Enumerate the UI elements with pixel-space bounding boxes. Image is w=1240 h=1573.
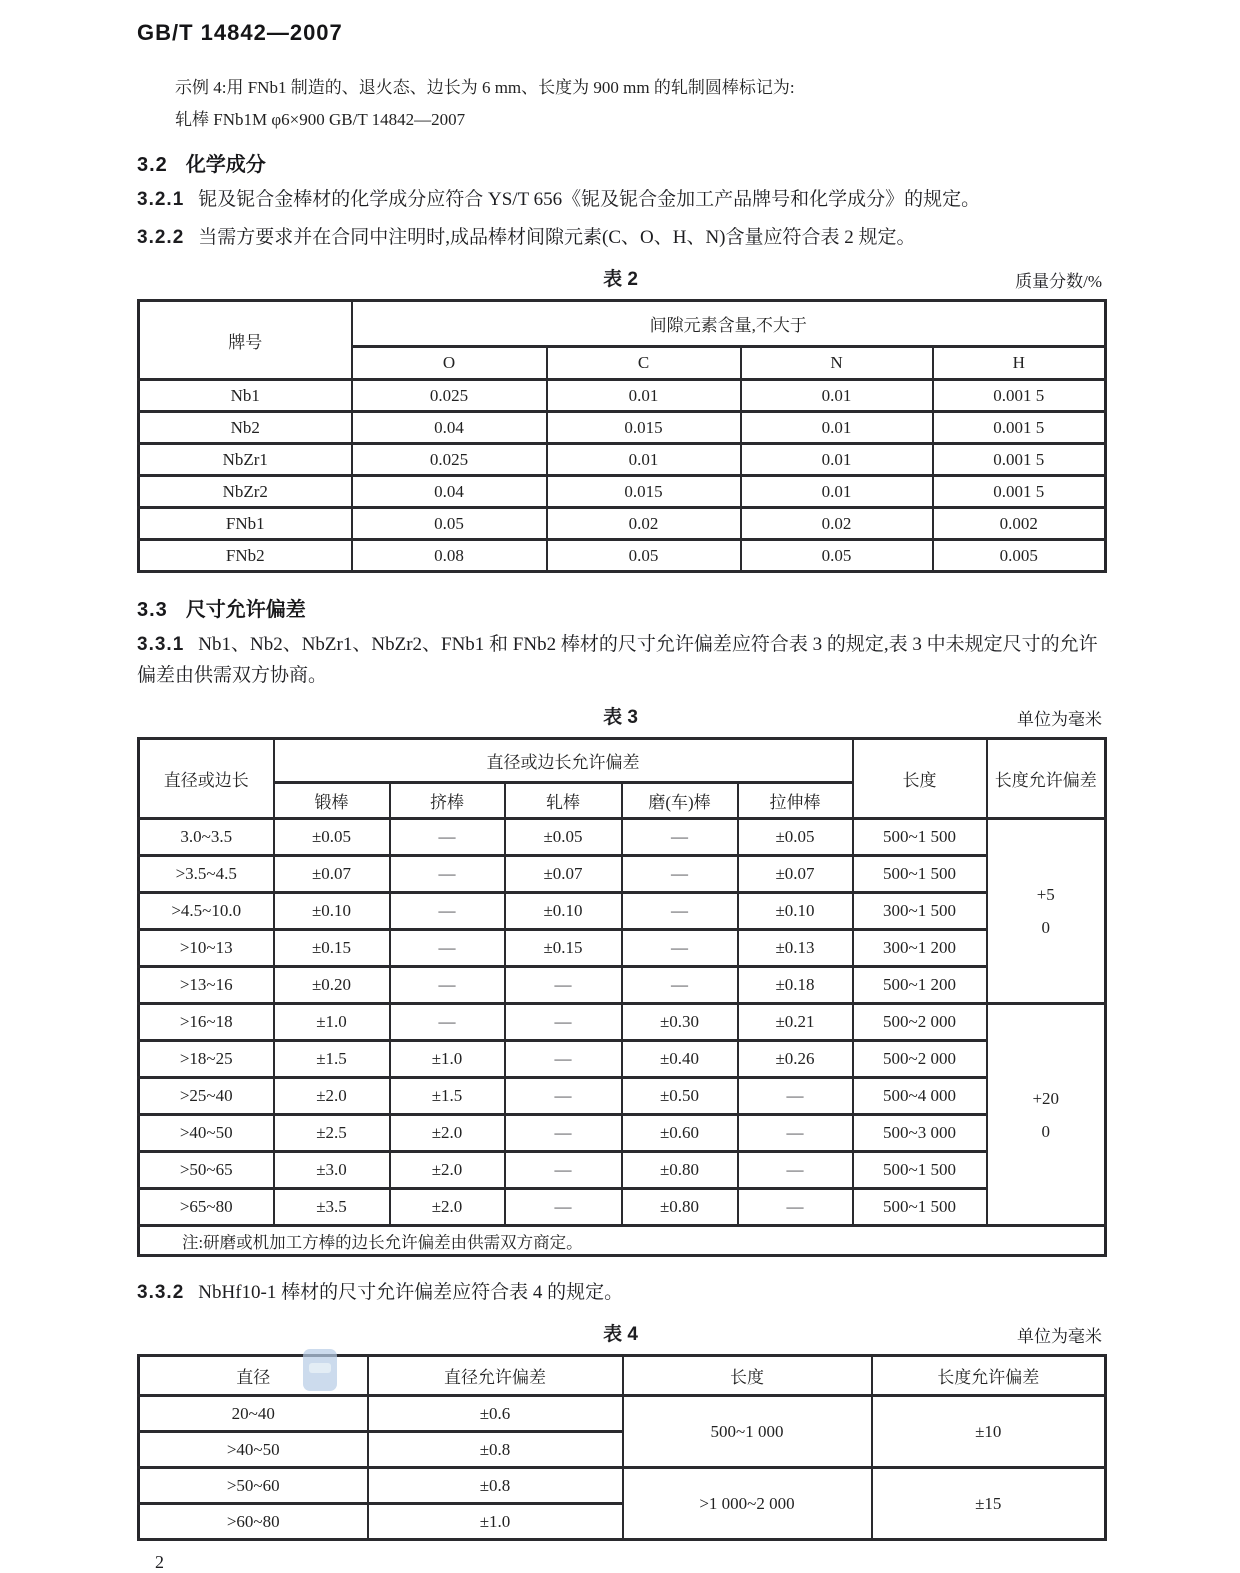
col-header-drawn-rod: 拉伸棒 xyxy=(738,783,853,819)
table3-row xyxy=(139,930,1106,967)
size-cell: 3.0~3.5 xyxy=(139,819,274,856)
table4-row xyxy=(139,1396,1106,1432)
paragraph-3-3-2 xyxy=(137,1277,1104,1308)
clause-text: 铌及铌合金棒材的化学成分应符合 YS/T 656《铌及铌合金加工产品牌号和化学成分》的规定。 xyxy=(198,189,981,210)
value-cell: 0.04 xyxy=(352,412,547,444)
value-cell: 0.05 xyxy=(352,508,547,540)
length-cell: 500~1 500 xyxy=(853,1152,987,1189)
table-4-nbhf-tolerances xyxy=(137,1354,1107,1541)
example-block xyxy=(175,72,1104,136)
ground-cell: ±0.50 xyxy=(622,1078,738,1115)
table4-body xyxy=(139,1396,1106,1540)
table3-row xyxy=(139,856,1106,893)
table-3-dimension-tolerances xyxy=(137,737,1107,1257)
table4-header-row xyxy=(139,1356,1106,1396)
drawn-cell: — xyxy=(738,1189,853,1226)
table3-row xyxy=(139,1189,1106,1226)
ground-cell: — xyxy=(622,930,738,967)
ground-cell: — xyxy=(622,856,738,893)
extruded-cell: — xyxy=(390,1004,505,1041)
table2-row xyxy=(139,540,1106,572)
col-header-brand: 牌号 xyxy=(139,301,352,380)
value-cell: 0.015 xyxy=(547,476,741,508)
table3-row xyxy=(139,1078,1106,1115)
size-cell: >40~50 xyxy=(139,1115,274,1152)
value-cell: 0.01 xyxy=(547,444,741,476)
diameter-cell: >40~50 xyxy=(139,1432,368,1468)
table2-body xyxy=(139,380,1106,572)
col-header-group: 间隙元素含量,不大于 xyxy=(352,301,1106,347)
value-cell: 0.01 xyxy=(741,444,933,476)
length-cell: 500~1 200 xyxy=(853,967,987,1004)
diameter-deviation-cell: ±0.6 xyxy=(368,1396,623,1432)
forged-cell: ±3.5 xyxy=(274,1189,390,1226)
rolled-cell: — xyxy=(505,1078,622,1115)
ground-cell: ±0.60 xyxy=(622,1115,738,1152)
length-cell: 300~1 500 xyxy=(853,893,987,930)
example-text: 示例 4:用 FNb1 制造的、退火态、边长为 6 mm、长度为 900 mm 的轧制圆棒标记为: xyxy=(175,78,795,97)
table3-header-row xyxy=(139,739,1106,783)
ground-cell: — xyxy=(622,893,738,930)
value-cell: 0.001 5 xyxy=(933,380,1106,412)
section-number: 3.3 xyxy=(137,599,168,621)
size-cell: >13~16 xyxy=(139,967,274,1004)
col-header-length-deviation: 长度允许偏差 xyxy=(987,739,1106,819)
table2-row xyxy=(139,444,1106,476)
size-cell: >50~65 xyxy=(139,1152,274,1189)
forged-cell: ±1.5 xyxy=(274,1041,390,1078)
diameter-cell: >50~60 xyxy=(139,1468,368,1504)
col-header-length: 长度 xyxy=(853,739,987,819)
brand-cell: NbZr2 xyxy=(139,476,352,508)
diameter-deviation-cell: ±0.8 xyxy=(368,1432,623,1468)
value-cell: 0.001 5 xyxy=(933,412,1106,444)
value-cell: 0.02 xyxy=(547,508,741,540)
size-cell: >65~80 xyxy=(139,1189,274,1226)
table2-caption: 表 2 xyxy=(603,269,638,290)
table4-caption: 表 4 xyxy=(603,1324,638,1345)
brand-cell: FNb1 xyxy=(139,508,352,540)
diameter-cell: 20~40 xyxy=(139,1396,368,1432)
paragraph-3-2-2 xyxy=(137,222,1104,253)
col-header-ground-rod: 磨(车)棒 xyxy=(622,783,738,819)
length-cell: 300~1 200 xyxy=(853,930,987,967)
table2-caption-row xyxy=(137,264,1104,290)
col-header-N: N xyxy=(741,347,933,380)
scan-artifact xyxy=(303,1349,337,1391)
drawn-cell: — xyxy=(738,1152,853,1189)
extruded-cell: — xyxy=(390,856,505,893)
table2-row xyxy=(139,476,1106,508)
section-heading-3-3 xyxy=(137,593,1104,622)
forged-cell: ±2.0 xyxy=(274,1078,390,1115)
table2-row xyxy=(139,380,1106,412)
value-cell: 0.05 xyxy=(547,540,741,572)
length-cell: 500~1 500 xyxy=(853,856,987,893)
table3-body xyxy=(139,819,1106,1226)
table-2-interstitial-elements xyxy=(137,299,1107,573)
clause-number: 3.2.2 xyxy=(137,227,185,248)
value-cell: 0.005 xyxy=(933,540,1106,572)
table3-row xyxy=(139,967,1106,1004)
forged-cell: ±0.15 xyxy=(274,930,390,967)
size-cell: >10~13 xyxy=(139,930,274,967)
rolled-cell: — xyxy=(505,1041,622,1078)
length-cell: 500~1 500 xyxy=(853,1189,987,1226)
value-cell: 0.025 xyxy=(352,380,547,412)
extruded-cell: — xyxy=(390,967,505,1004)
section-title: 化学成分 xyxy=(185,154,266,176)
diameter-deviation-cell: ±0.8 xyxy=(368,1468,623,1504)
brand-cell: NbZr1 xyxy=(139,444,352,476)
table2-row xyxy=(139,412,1106,444)
length-cell: >1 000~2 000 xyxy=(623,1468,872,1540)
extruded-cell: ±1.5 xyxy=(390,1078,505,1115)
value-cell: 0.015 xyxy=(547,412,741,444)
length-deviation-cell: ±15 xyxy=(872,1468,1106,1540)
forged-cell: ±0.10 xyxy=(274,893,390,930)
table3-row xyxy=(139,1115,1106,1152)
col-header-C: C xyxy=(547,347,741,380)
value-cell: 0.01 xyxy=(547,380,741,412)
extruded-cell: ±2.0 xyxy=(390,1189,505,1226)
brand-cell: Nb1 xyxy=(139,380,352,412)
value-cell: 0.025 xyxy=(352,444,547,476)
section-number: 3.2 xyxy=(137,154,168,176)
extruded-cell: ±2.0 xyxy=(390,1152,505,1189)
ground-cell: — xyxy=(622,819,738,856)
value-cell: 0.01 xyxy=(741,380,933,412)
drawn-cell: ±0.26 xyxy=(738,1041,853,1078)
deviation-line: +20 xyxy=(1032,1088,1060,1108)
deviation-line: 0 xyxy=(1041,1121,1051,1141)
col-header-deviation-group: 直径或边长允许偏差 xyxy=(274,739,853,783)
paragraph-3-2-1 xyxy=(137,184,1104,215)
standard-number: GB/T 14842—2007 xyxy=(137,20,343,45)
table3-row xyxy=(139,893,1106,930)
length-cell: 500~2 000 xyxy=(853,1041,987,1078)
value-cell: 0.05 xyxy=(741,540,933,572)
col-header-O: O xyxy=(352,347,547,380)
drawn-cell: ±0.13 xyxy=(738,930,853,967)
table3-caption: 表 3 xyxy=(603,707,638,728)
value-cell: 0.002 xyxy=(933,508,1106,540)
extruded-cell: — xyxy=(390,893,505,930)
col-header-forged-rod: 锻棒 xyxy=(274,783,390,819)
length-deviation-cell xyxy=(987,1004,1106,1226)
rolled-cell: — xyxy=(505,1189,622,1226)
table4-row xyxy=(139,1468,1106,1504)
clause-number: 3.2.1 xyxy=(137,189,185,210)
col-header-length-deviation: 长度允许偏差 xyxy=(872,1356,1106,1396)
length-cell: 500~2 000 xyxy=(853,1004,987,1041)
diameter-deviation-cell: ±1.0 xyxy=(368,1504,623,1540)
table2-unit-label: 质量分数/% xyxy=(1015,272,1102,291)
value-cell: 0.001 5 xyxy=(933,444,1106,476)
length-deviation-cell: ±10 xyxy=(872,1396,1106,1468)
col-header-extruded-rod: 挤棒 xyxy=(390,783,505,819)
ground-cell: ±0.80 xyxy=(622,1189,738,1226)
rolled-cell: ±0.07 xyxy=(505,856,622,893)
table3-note-row xyxy=(139,1226,1106,1256)
rolled-cell: — xyxy=(505,1115,622,1152)
section-title: 尺寸允许偏差 xyxy=(185,599,306,621)
extruded-cell: ±1.0 xyxy=(390,1041,505,1078)
ground-cell: ±0.30 xyxy=(622,1004,738,1041)
value-cell: 0.02 xyxy=(741,508,933,540)
value-cell: 0.001 5 xyxy=(933,476,1106,508)
rolled-cell: ±0.15 xyxy=(505,930,622,967)
forged-cell: ±0.05 xyxy=(274,819,390,856)
extruded-cell: ±2.0 xyxy=(390,1115,505,1152)
col-header-size: 直径或边长 xyxy=(139,739,274,819)
size-cell: >16~18 xyxy=(139,1004,274,1041)
drawn-cell: ±0.21 xyxy=(738,1004,853,1041)
table3-note: 注:研磨或机加工方棒的边长允许偏差由供需双方商定。 xyxy=(139,1226,1106,1256)
drawn-cell: ±0.18 xyxy=(738,967,853,1004)
drawn-cell: ±0.07 xyxy=(738,856,853,893)
length-cell: 500~1 000 xyxy=(623,1396,872,1468)
drawn-cell: ±0.05 xyxy=(738,819,853,856)
page-number: 2 xyxy=(155,1552,164,1572)
table4-unit-label: 单位为毫米 xyxy=(1017,1327,1102,1346)
example-designation: 轧棒 FNb1M φ6×900 GB/T 14842—2007 xyxy=(175,110,466,129)
table3-row xyxy=(139,1004,1106,1041)
ground-cell: ±0.40 xyxy=(622,1041,738,1078)
value-cell: 0.08 xyxy=(352,540,547,572)
forged-cell: ±1.0 xyxy=(274,1004,390,1041)
length-cell: 500~1 500 xyxy=(853,819,987,856)
length-cell: 500~4 000 xyxy=(853,1078,987,1115)
clause-text: 当需方要求并在合同中注明时,成品棒材间隙元素(C、O、H、N)含量应符合表 2 规定。 xyxy=(198,227,916,248)
drawn-cell: — xyxy=(738,1115,853,1152)
clause-number: 3.3.1 xyxy=(137,634,185,655)
forged-cell: ±0.20 xyxy=(274,967,390,1004)
table3-caption-row xyxy=(137,702,1104,728)
col-header-diameter: 直径 xyxy=(139,1356,368,1396)
rolled-cell: — xyxy=(505,1004,622,1041)
col-header-rolled-rod: 轧棒 xyxy=(505,783,622,819)
rolled-cell: ±0.10 xyxy=(505,893,622,930)
deviation-line: 0 xyxy=(1041,918,1051,937)
rolled-cell: — xyxy=(505,1152,622,1189)
value-cell: 0.01 xyxy=(741,476,933,508)
table4-caption-row xyxy=(137,1319,1104,1345)
paragraph-3-3-1 xyxy=(137,629,1104,691)
drawn-cell: — xyxy=(738,1078,853,1115)
col-header-diameter-deviation: 直径允许偏差 xyxy=(368,1356,623,1396)
ground-cell: — xyxy=(622,967,738,1004)
brand-cell: FNb2 xyxy=(139,540,352,572)
table2-header-row xyxy=(139,301,1106,347)
forged-cell: ±3.0 xyxy=(274,1152,390,1189)
col-header-length: 长度 xyxy=(623,1356,872,1396)
brand-cell: Nb2 xyxy=(139,412,352,444)
length-deviation-cell xyxy=(987,819,1106,1004)
length-cell: 500~3 000 xyxy=(853,1115,987,1152)
table3-row xyxy=(139,819,1106,856)
clause-text: Nb1、Nb2、NbZr1、NbZr2、FNb1 和 FNb2 棒材的尺寸允许偏差应符合表 3 的规定,表 3 中未规定尺寸的允许偏差由供需双方协商。 xyxy=(137,634,1098,686)
forged-cell: ±2.5 xyxy=(274,1115,390,1152)
value-cell: 0.01 xyxy=(741,412,933,444)
clause-text: NbHf10-1 棒材的尺寸允许偏差应符合表 4 的规定。 xyxy=(198,1282,624,1303)
rolled-cell: — xyxy=(505,967,622,1004)
table3-row xyxy=(139,1152,1106,1189)
ground-cell: ±0.80 xyxy=(622,1152,738,1189)
clause-number: 3.3.2 xyxy=(137,1282,185,1303)
drawn-cell: ±0.10 xyxy=(738,893,853,930)
value-cell: 0.04 xyxy=(352,476,547,508)
col-header-H: H xyxy=(933,347,1106,380)
diameter-cell: >60~80 xyxy=(139,1504,368,1540)
deviation-line: +5 xyxy=(1036,885,1055,904)
extruded-cell: — xyxy=(390,819,505,856)
size-cell: >25~40 xyxy=(139,1078,274,1115)
size-cell: >18~25 xyxy=(139,1041,274,1078)
extruded-cell: — xyxy=(390,930,505,967)
table2-row xyxy=(139,508,1106,540)
table3-unit-label: 单位为毫米 xyxy=(1017,710,1102,729)
size-cell: >4.5~10.0 xyxy=(139,893,274,930)
forged-cell: ±0.07 xyxy=(274,856,390,893)
section-heading-3-2 xyxy=(137,148,1104,177)
rolled-cell: ±0.05 xyxy=(505,819,622,856)
size-cell: >3.5~4.5 xyxy=(139,856,274,893)
table3-row xyxy=(139,1041,1106,1078)
